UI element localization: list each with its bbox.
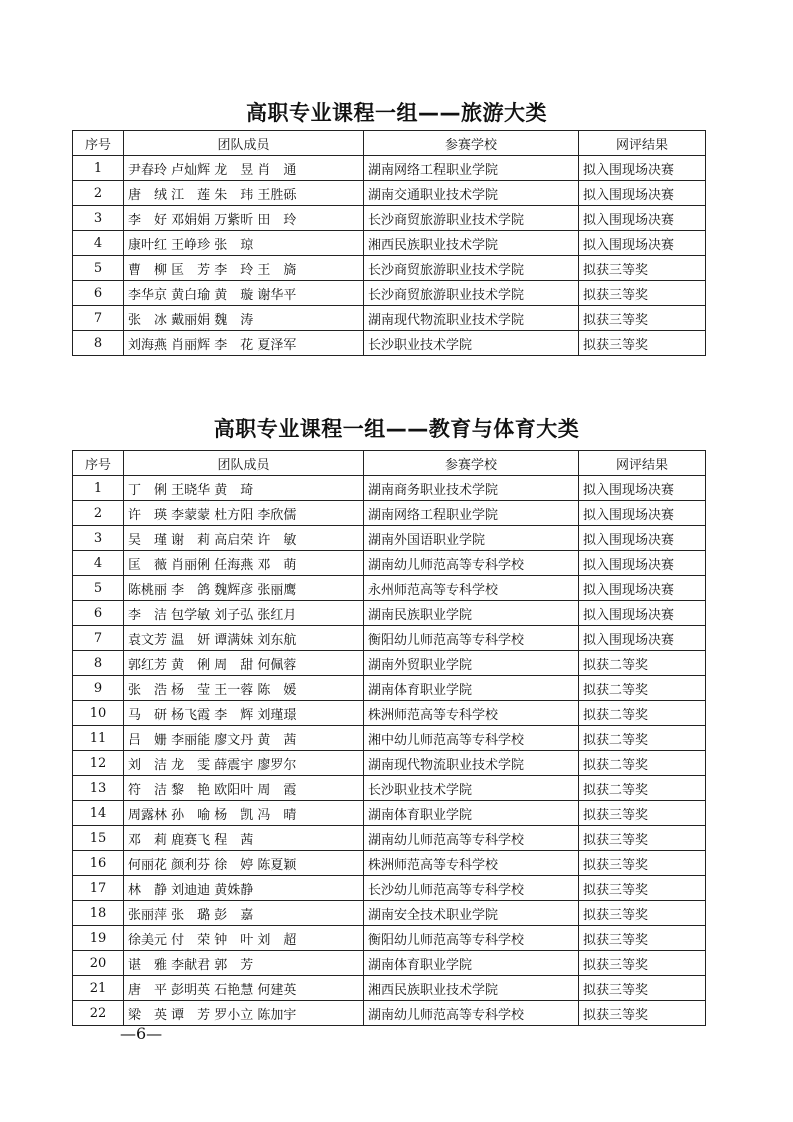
table-row xyxy=(73,976,706,1001)
cell-serial: 5 xyxy=(73,576,124,601)
cell-school: 株洲师范高等专科学校 xyxy=(364,851,579,876)
table-row xyxy=(73,701,706,726)
cell-school: 湖南安全技术职业学院 xyxy=(364,901,579,926)
cell-result: 拟获三等奖 xyxy=(579,851,706,876)
cell-serial: 16 xyxy=(73,851,124,876)
cell-team-members: 张 冰 戴丽娟 魏 涛 xyxy=(124,306,364,331)
cell-school: 长沙商贸旅游职业技术学院 xyxy=(364,256,579,281)
cell-result: 拟获二等奖 xyxy=(579,651,706,676)
cell-team-members: 吕 姗 李丽能 廖文丹 黄 茜 xyxy=(124,726,364,751)
cell-serial: 8 xyxy=(73,651,124,676)
cell-serial: 13 xyxy=(73,776,124,801)
table-row xyxy=(73,526,706,551)
cell-school: 湖南民族职业学院 xyxy=(364,601,579,626)
cell-school: 湘西民族职业技术学院 xyxy=(364,231,579,256)
cell-serial: 17 xyxy=(73,876,124,901)
cell-serial: 4 xyxy=(73,551,124,576)
cell-team-members: 刘海燕 肖丽辉 李 花 夏泽军 xyxy=(124,331,364,356)
cell-result: 拟获三等奖 xyxy=(579,256,706,281)
cell-result: 拟入围现场决赛 xyxy=(579,626,706,651)
cell-team-members: 唐 平 彭明英 石艳慧 何建英 xyxy=(124,976,364,1001)
cell-team-members: 邓 莉 鹿赛飞 程 茜 xyxy=(124,826,364,851)
table-row xyxy=(73,676,706,701)
cell-team-members: 尹春玲 卢灿辉 龙 昱 肖 通 xyxy=(124,156,364,181)
cell-serial: 12 xyxy=(73,751,124,776)
cell-team-members: 袁文芳 温 妍 谭满妹 刘东航 xyxy=(124,626,364,651)
cell-serial: 20 xyxy=(73,951,124,976)
table-header-row xyxy=(73,131,706,156)
cell-result: 拟入围现场决赛 xyxy=(579,181,706,206)
cell-serial: 14 xyxy=(73,801,124,826)
table-row xyxy=(73,901,706,926)
cell-team-members: 李华京 黄白瑜 黄 璇 谢华平 xyxy=(124,281,364,306)
cell-school: 湖南体育职业学院 xyxy=(364,801,579,826)
cell-team-members: 唐 绒 江 莲 朱 玮 王胜砾 xyxy=(124,181,364,206)
cell-team-members: 符 洁 黎 艳 欧阳叶 周 霞 xyxy=(124,776,364,801)
cell-serial: 7 xyxy=(73,306,124,331)
cell-school: 湖南外国语职业学院 xyxy=(364,526,579,551)
table-title-tourism: 高职专业课程一组——旅游大类 xyxy=(246,101,547,125)
table-row xyxy=(73,776,706,801)
cell-serial: 22 xyxy=(73,1001,124,1026)
cell-team-members: 许 瑛 李蒙蒙 杜方阳 李欣儒 xyxy=(124,501,364,526)
cell-result: 拟获三等奖 xyxy=(579,926,706,951)
cell-school: 长沙幼儿师范高等专科学校 xyxy=(364,876,579,901)
table-row xyxy=(73,801,706,826)
header-result: 网评结果 xyxy=(579,451,706,476)
cell-serial: 8 xyxy=(73,331,124,356)
cell-result: 拟入围现场决赛 xyxy=(579,231,706,256)
table-row xyxy=(73,281,706,306)
cell-serial: 1 xyxy=(73,476,124,501)
cell-result: 拟获三等奖 xyxy=(579,876,706,901)
table-title-education-sports: 高职专业课程一组——教育与体育大类 xyxy=(213,417,580,441)
table-row xyxy=(73,551,706,576)
cell-school: 长沙商贸旅游职业技术学院 xyxy=(364,281,579,306)
header-school: 参赛学校 xyxy=(364,451,579,476)
education-sports-results-table xyxy=(72,450,706,1026)
cell-team-members: 张 浩 杨 莹 王一蓉 陈 媛 xyxy=(124,676,364,701)
cell-team-members: 匡 薇 肖丽俐 任海燕 邓 萌 xyxy=(124,551,364,576)
table-row xyxy=(73,576,706,601)
cell-serial: 3 xyxy=(73,526,124,551)
cell-school: 湖南商务职业技术学院 xyxy=(364,476,579,501)
cell-result: 拟入围现场决赛 xyxy=(579,501,706,526)
cell-serial: 21 xyxy=(73,976,124,1001)
tourism-results-table xyxy=(72,130,706,356)
cell-serial: 2 xyxy=(73,181,124,206)
table-row xyxy=(73,501,706,526)
cell-school: 湖南外贸职业学院 xyxy=(364,651,579,676)
cell-team-members: 曹 柳 匡 芳 李 玲 王 旖 xyxy=(124,256,364,281)
table-row xyxy=(73,256,706,281)
cell-school: 株洲师范高等专科学校 xyxy=(364,701,579,726)
cell-result: 拟入围现场决赛 xyxy=(579,551,706,576)
cell-serial: 9 xyxy=(73,676,124,701)
cell-team-members: 周露林 孙 喻 杨 凯 冯 晴 xyxy=(124,801,364,826)
cell-serial: 1 xyxy=(73,156,124,181)
table-row xyxy=(73,331,706,356)
cell-team-members: 张丽萍 张 璐 彭 嘉 xyxy=(124,901,364,926)
table-row xyxy=(73,826,706,851)
cell-result: 拟获三等奖 xyxy=(579,826,706,851)
cell-result: 拟获三等奖 xyxy=(579,306,706,331)
cell-result: 拟获三等奖 xyxy=(579,1001,706,1026)
cell-result: 拟入围现场决赛 xyxy=(579,576,706,601)
table-row xyxy=(73,851,706,876)
page-number: —6— xyxy=(120,1024,163,1043)
cell-result: 拟获二等奖 xyxy=(579,701,706,726)
cell-team-members: 吴 瑾 谢 莉 高启荣 许 敏 xyxy=(124,526,364,551)
table-row xyxy=(73,876,706,901)
cell-serial: 6 xyxy=(73,281,124,306)
cell-serial: 2 xyxy=(73,501,124,526)
cell-serial: 11 xyxy=(73,726,124,751)
table-row xyxy=(73,1001,706,1026)
table-header-row xyxy=(73,451,706,476)
cell-result: 拟入围现场决赛 xyxy=(579,476,706,501)
cell-school: 湘西民族职业技术学院 xyxy=(364,976,579,1001)
cell-result: 拟获三等奖 xyxy=(579,331,706,356)
cell-team-members: 林 静 刘迪迪 黄姝静 xyxy=(124,876,364,901)
table-row xyxy=(73,751,706,776)
table-row xyxy=(73,951,706,976)
cell-team-members: 刘 洁 龙 雯 薛震宇 廖罗尔 xyxy=(124,751,364,776)
cell-school: 湖南现代物流职业技术学院 xyxy=(364,751,579,776)
cell-team-members: 梁 英 谭 芳 罗小立 陈加宇 xyxy=(124,1001,364,1026)
table-row xyxy=(73,156,706,181)
cell-school: 湖南网络工程职业学院 xyxy=(364,156,579,181)
table-row xyxy=(73,926,706,951)
cell-team-members: 李 好 邓娟娟 万紫昕 田 玲 xyxy=(124,206,364,231)
cell-school: 长沙职业技术学院 xyxy=(364,331,579,356)
cell-result: 拟入围现场决赛 xyxy=(579,601,706,626)
header-result: 网评结果 xyxy=(579,131,706,156)
cell-school: 湖南幼儿师范高等专科学校 xyxy=(364,551,579,576)
table-row xyxy=(73,651,706,676)
table-row xyxy=(73,601,706,626)
cell-result: 拟获三等奖 xyxy=(579,976,706,1001)
cell-serial: 7 xyxy=(73,626,124,651)
cell-team-members: 马 研 杨飞霞 李 辉 刘瑾璟 xyxy=(124,701,364,726)
cell-team-members: 陈桃丽 李 鸽 魏辉彦 张丽鹰 xyxy=(124,576,364,601)
cell-serial: 10 xyxy=(73,701,124,726)
cell-serial: 5 xyxy=(73,256,124,281)
cell-serial: 15 xyxy=(73,826,124,851)
cell-result: 拟获三等奖 xyxy=(579,801,706,826)
cell-team-members: 徐美元 付 荣 钟 叶 刘 超 xyxy=(124,926,364,951)
cell-school: 衡阳幼儿师范高等专科学校 xyxy=(364,626,579,651)
header-school: 参赛学校 xyxy=(364,131,579,156)
header-serial: 序号 xyxy=(73,131,124,156)
table-row xyxy=(73,181,706,206)
cell-result: 拟获三等奖 xyxy=(579,281,706,306)
header-serial: 序号 xyxy=(73,451,124,476)
cell-school: 湘中幼儿师范高等专科学校 xyxy=(364,726,579,751)
cell-school: 湖南现代物流职业技术学院 xyxy=(364,306,579,331)
cell-result: 拟获二等奖 xyxy=(579,676,706,701)
cell-team-members: 康叶红 王峥珍 张 琼 xyxy=(124,231,364,256)
cell-school: 衡阳幼儿师范高等专科学校 xyxy=(364,926,579,951)
cell-serial: 3 xyxy=(73,206,124,231)
cell-result: 拟获二等奖 xyxy=(579,726,706,751)
cell-team-members: 谌 雅 李献君 郭 芳 xyxy=(124,951,364,976)
cell-serial: 19 xyxy=(73,926,124,951)
cell-school: 湖南幼儿师范高等专科学校 xyxy=(364,826,579,851)
table-row xyxy=(73,306,706,331)
cell-result: 拟获二等奖 xyxy=(579,776,706,801)
table-row xyxy=(73,476,706,501)
cell-result: 拟获三等奖 xyxy=(579,901,706,926)
table-row xyxy=(73,206,706,231)
cell-result: 拟获二等奖 xyxy=(579,751,706,776)
cell-serial: 6 xyxy=(73,601,124,626)
cell-result: 拟入围现场决赛 xyxy=(579,526,706,551)
cell-result: 拟入围现场决赛 xyxy=(579,156,706,181)
cell-result: 拟获三等奖 xyxy=(579,951,706,976)
cell-team-members: 郭红芳 黄 俐 周 甜 何佩蓉 xyxy=(124,651,364,676)
header-team-members: 团队成员 xyxy=(124,451,364,476)
cell-school: 湖南幼儿师范高等专科学校 xyxy=(364,1001,579,1026)
cell-team-members: 李 洁 包学敏 刘子弘 张红月 xyxy=(124,601,364,626)
cell-team-members: 丁 俐 王晓华 黄 琦 xyxy=(124,476,364,501)
cell-serial: 18 xyxy=(73,901,124,926)
table-row xyxy=(73,231,706,256)
table-row xyxy=(73,726,706,751)
cell-team-members: 何丽花 颜利芬 徐 婷 陈夏颖 xyxy=(124,851,364,876)
cell-school: 湖南体育职业学院 xyxy=(364,676,579,701)
header-team-members: 团队成员 xyxy=(124,131,364,156)
table-row xyxy=(73,626,706,651)
cell-school: 永州师范高等专科学校 xyxy=(364,576,579,601)
cell-result: 拟入围现场决赛 xyxy=(579,206,706,231)
cell-school: 长沙商贸旅游职业技术学院 xyxy=(364,206,579,231)
cell-serial: 4 xyxy=(73,231,124,256)
cell-school: 湖南交通职业技术学院 xyxy=(364,181,579,206)
cell-school: 湖南体育职业学院 xyxy=(364,951,579,976)
cell-school: 湖南网络工程职业学院 xyxy=(364,501,579,526)
cell-school: 长沙职业技术学院 xyxy=(364,776,579,801)
